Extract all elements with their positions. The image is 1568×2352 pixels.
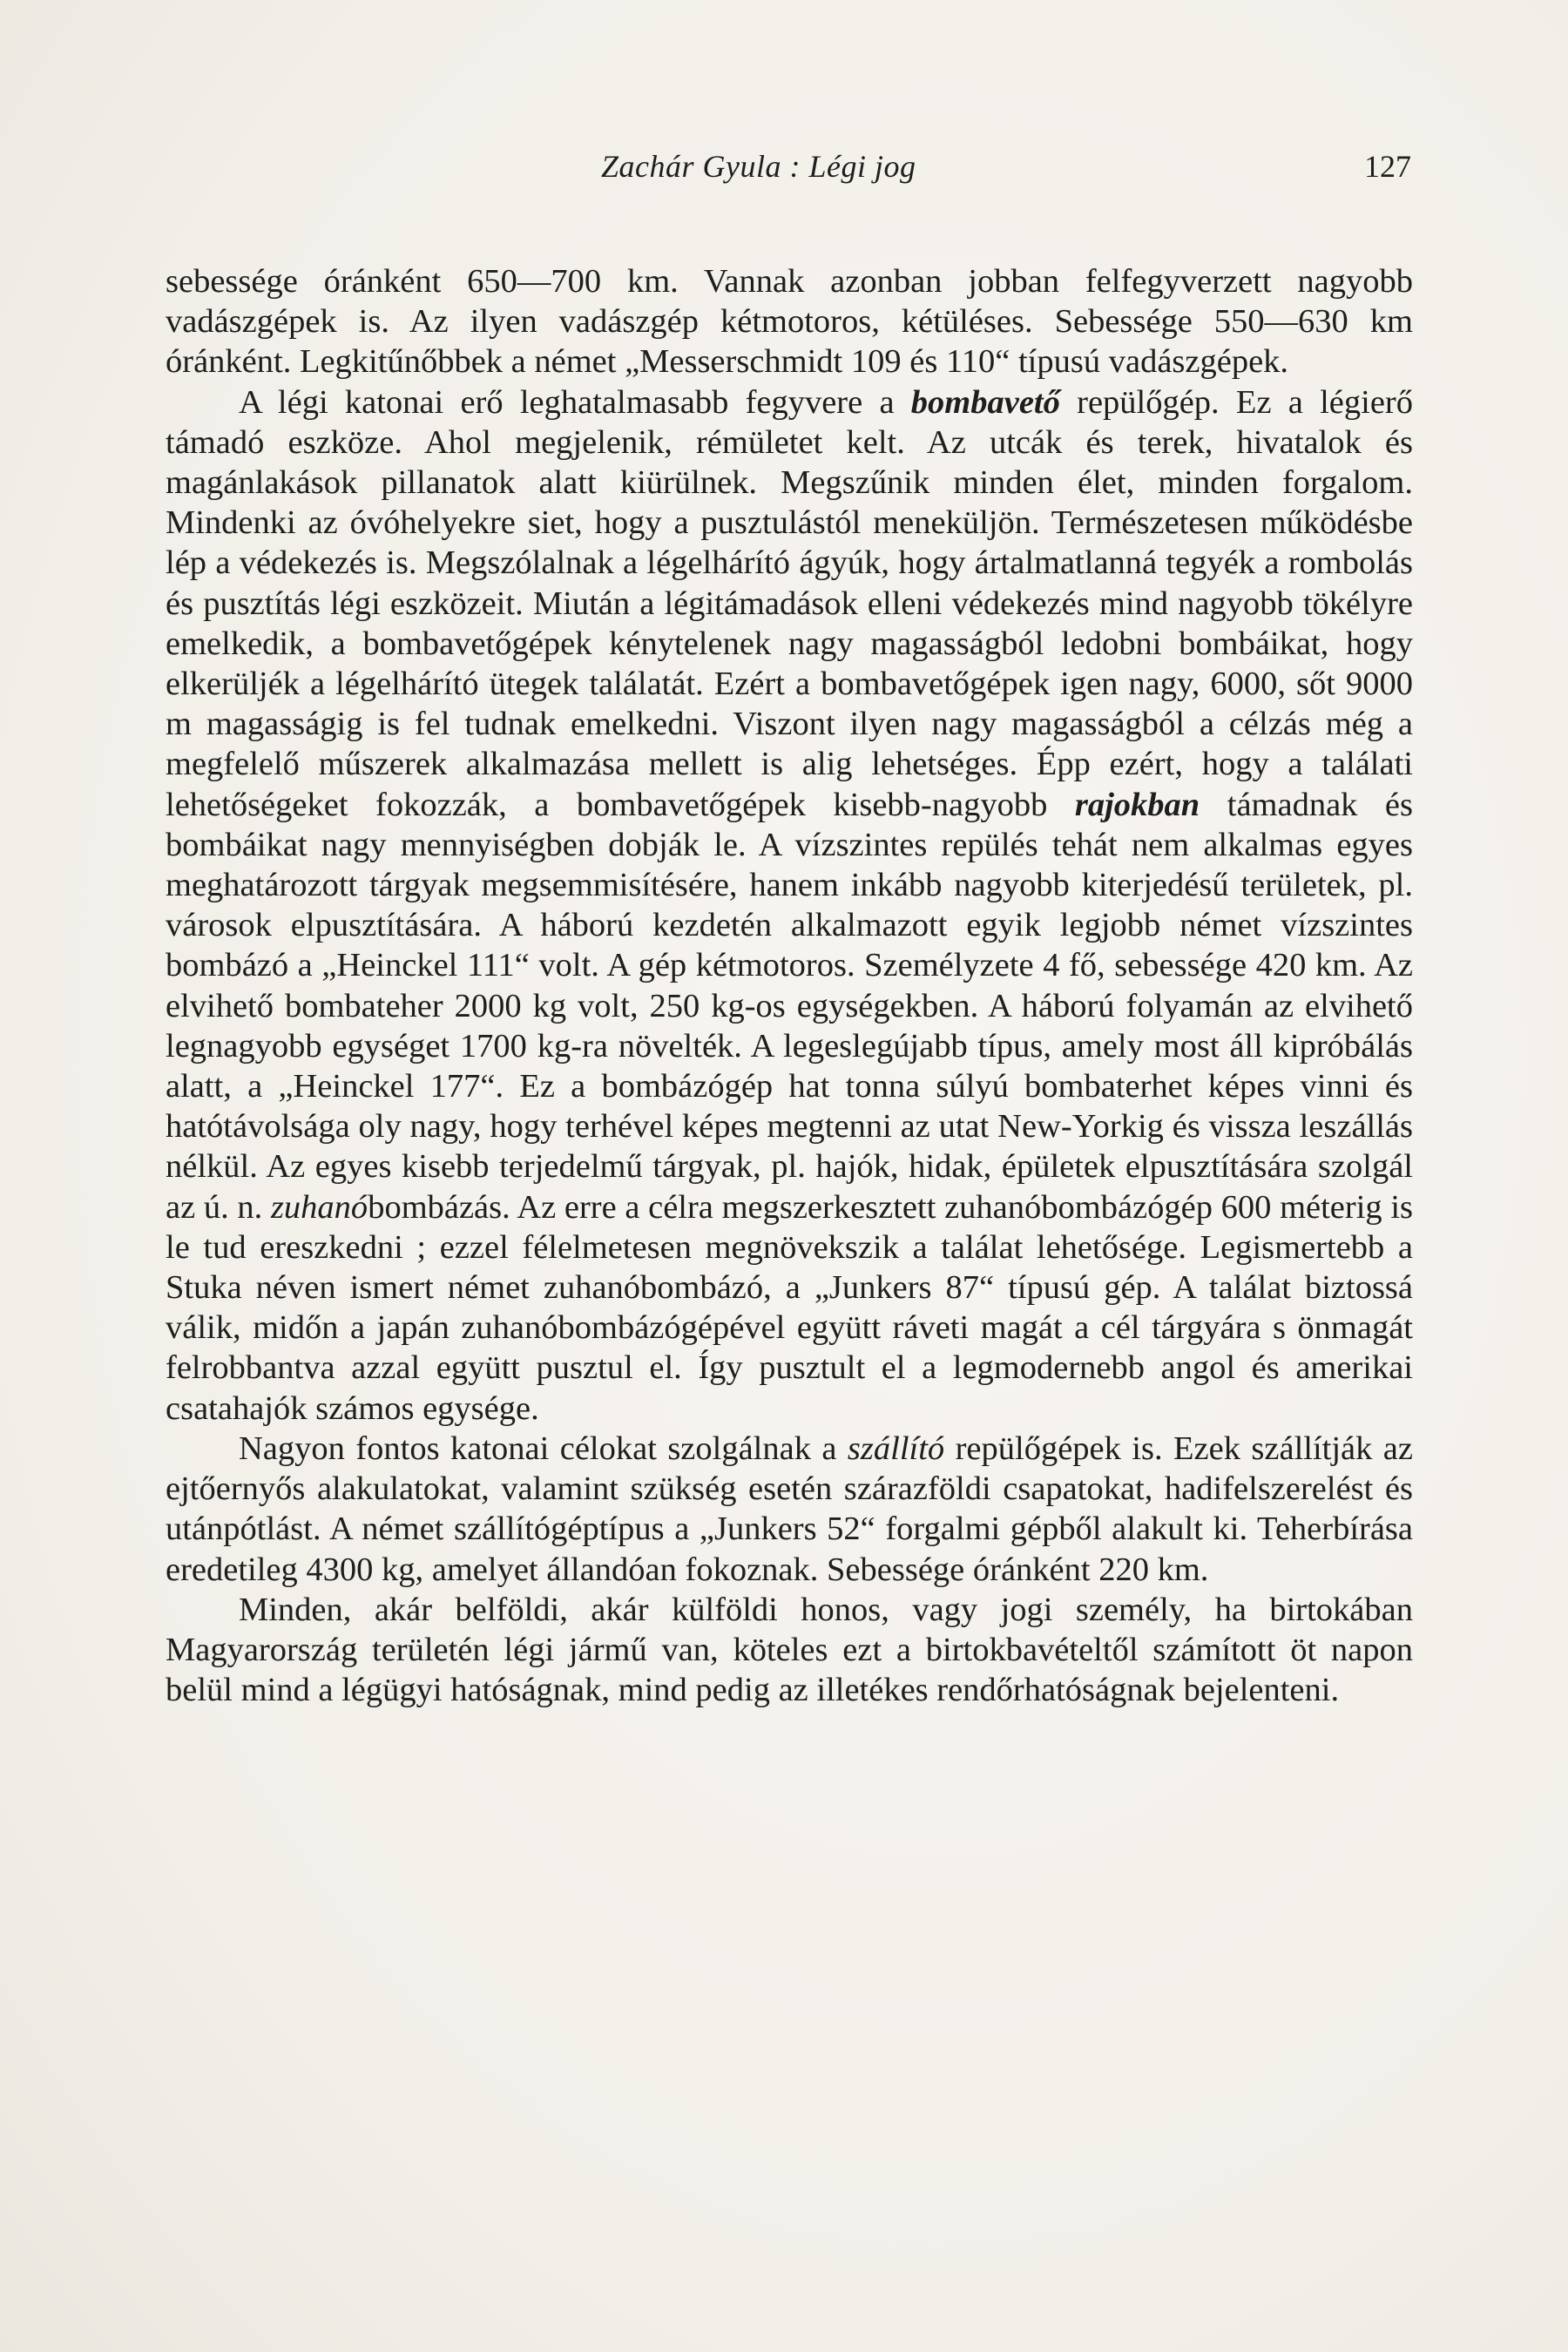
emphasis-bombaveto: bombavető bbox=[910, 383, 1060, 421]
paragraph-2-text-g: bombázás. Az erre a célra megszerkesztett zuhanóbombázógép 600 méterig is le tud ereszkedni ; ezzel félelmetesen megnövekszik a találat lehetősége. Legismertebb a Stuka néven ismert német zuhanóbombázó, a „Junkers 87“ típusú gép. A találat biztossá válik, midőn a japán zuhanóbombázógépével együtt ráveti magát a cél tárgyára s önmagát felrobbantva azzal együtt pusztul el. Így pusztult el a legmodernebb angol és amerikai csatahajók számos egysége. bbox=[166, 1188, 1414, 1427]
page-number: 127 bbox=[1364, 149, 1411, 184]
emphasis-rajokban: rajokban bbox=[1074, 786, 1200, 823]
paragraph-2 bbox=[166, 382, 1413, 1429]
emphasis-szallito: szállító bbox=[847, 1429, 945, 1467]
paragraph-2-text-e: támadnak és bombáikat nagy mennyiségben dobják le. A vízszintes repülés tehát nem alkalmas egyes meghatározott tárgyak megsemmisítésére, hanem inkább nagyobb kiterjedésű területek, pl. városok elpusztítására. A háború kezdetén alkalmazott egyik legjobb német vízszintes bombázó a „Heinckel 111“ volt. A gép kétmotoros. Személyzete 4 fő, sebessége 420 km. Az elvihető bombateher 2000 kg volt, 250 kg-os egységekben. A háború folyamán az elvihető legnagyobb egységet 1700 kg-ra növelték. A legeslegújabb típus, amely most áll kipróbálás alatt, a „Heinckel 177“. Ez a bombázógép hat tonna súlyú bombaterhet képes vinni és hatótávolsága oly nagy, hogy terhével képes megtenni az utat New-Yorkig és vissza leszállás nélkül. Az egyes kisebb terjedelmű tárgyak, pl. hajók, hidak, épületek elpusztítására szolgál az ú. n. bbox=[166, 786, 1414, 1226]
paragraph-2-text-a: A légi katonai erő leghatalmasabb fegyvere a bbox=[239, 383, 911, 421]
paragraph-3 bbox=[166, 1429, 1413, 1590]
page-header bbox=[166, 148, 1411, 200]
paragraph-1 bbox=[166, 261, 1413, 382]
paragraph-1-text: sebessége óránként 650—700 km. Vannak azonban jobban felfegyverzett nagyobb vadászgépek is. Az ilyen vadászgép kétmotoros, kétüléses. Sebessége 550—630 km óránként. Legkitűnőbbek a német „Messerschmidt 109 és 110“ típusú vadászgépek. bbox=[166, 263, 1413, 381]
paragraph-4 bbox=[166, 1590, 1413, 1711]
running-head: Zachár Gyula : Légi jog bbox=[601, 149, 916, 184]
emphasis-zuhano: zuhanó bbox=[270, 1188, 368, 1226]
paragraph-3-text-a: Nagyon fontos katonai célokat szolgálnak a bbox=[239, 1429, 848, 1467]
body-text bbox=[166, 261, 1413, 1710]
paragraph-2-text-c: repülőgép. Ez a légierő támadó eszköze. Ahol megjelenik, rémületet kelt. Az utcák és terek, hivatalok és magánlakások pillanatok alatt kiürülnek. Megszűnik minden élet, minden forgalom. Mindenki az óvóhelyekre siet, hogy a pusztulástól meneküljön. Természetesen működésbe lép a védekezés is. Megszólalnak a légelhárító ágyúk, hogy ártalmatlanná tegyék a rombolás és pusztítás légi eszközeit. Miután a légitámadások elleni védekezés mind nagyobb tökélyre emelkedik, a bombavetőgépek kénytelenek nagy magasságból ledobni bombáikat, hogy elkerüljék a légelhárító ütegek találatát. Ezért a bombavetőgépek igen nagy, 6000, sőt 9000 m magasságig is fel tudnak emelkedni. Viszont ilyen nagy magasságból a célzás még a megfelelő műszerek alkalmazása mellett is alig lehetséges. Épp ezért, hogy a találati lehetőségeket fokozzák, a bombavetőgépek kisebb-nagyobb bbox=[166, 383, 1413, 823]
paragraph-3-text-c: repülőgépek is. Ezek szállítják az ejtőernyős alakulatokat, valamint szükség esetén szárazföldi csapatokat, hadifelszerelést és utánpótlást. A német szállítógéptípus a „Junkers 52“ forgalmi gépből alakult ki. Teherbírása eredetileg 4300 kg, amelyet állandóan fokoznak. Sebessége óránként 220 km. bbox=[166, 1429, 1413, 1588]
paragraph-4-text: Minden, akár belföldi, akár külföldi honos, vagy jogi személy, ha birtokában Magyarország területén légi jármű van, köteles ezt a birtokbavételtől számított öt napon belül mind a légügyi hatóságnak, mind pedig az illetékes rendőrhatóságnak bejelenteni. bbox=[166, 1591, 1413, 1709]
